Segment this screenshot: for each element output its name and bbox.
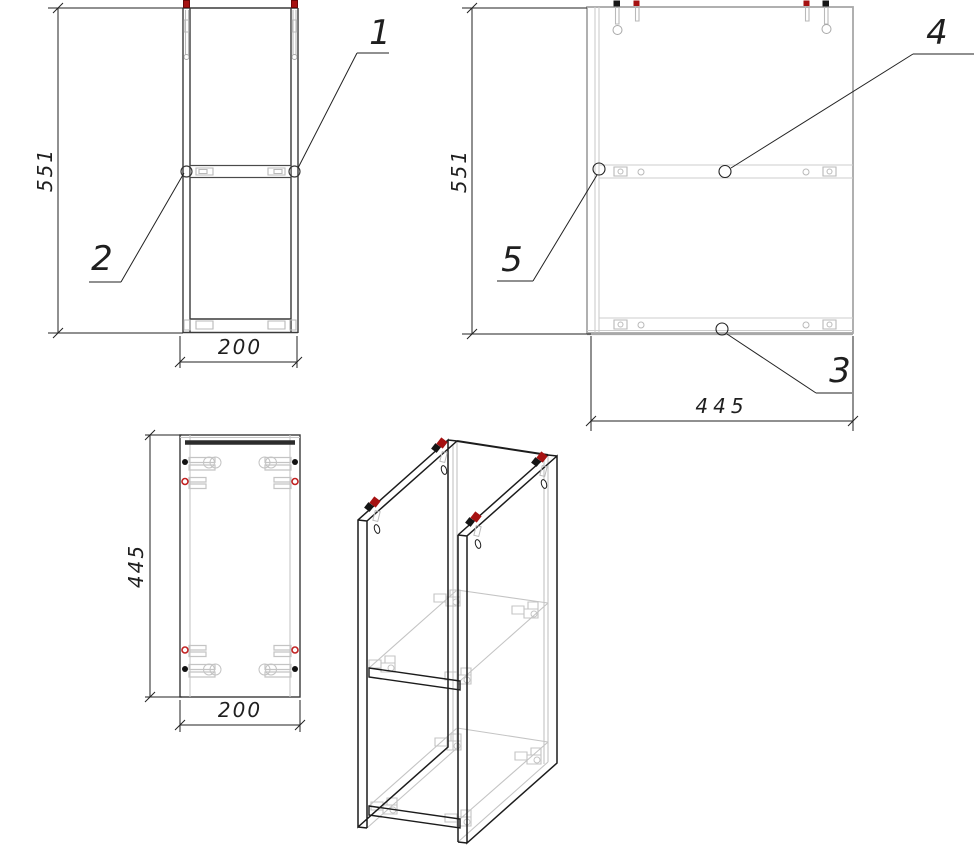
plan-black-marker-4 <box>292 666 298 672</box>
iso-top-fitting-right-back <box>531 451 548 489</box>
hole-icon <box>373 524 381 534</box>
hole-icon <box>440 465 448 475</box>
hole-icon <box>474 539 482 549</box>
side-black-fitting-icons <box>614 1 830 7</box>
callout-5-label: 5 <box>501 240 523 280</box>
iso-back-rail-edge <box>457 441 548 455</box>
plan-red-marker-1 <box>182 479 188 485</box>
plan-black-marker-1 <box>182 459 188 465</box>
hole-icon <box>540 479 548 489</box>
plan-depth-dimension-label: 445 <box>124 543 148 589</box>
plan-outline <box>180 435 300 697</box>
plan-red-marker-4 <box>292 647 298 653</box>
side-red-fitting-icons <box>634 1 810 7</box>
front-middle-shelf <box>190 166 291 178</box>
plan-width-dimension-label: 200 <box>217 698 263 722</box>
callout-3-label: 3 <box>829 351 851 391</box>
callout-2-label: 2 <box>91 239 113 279</box>
front-height-dimension-label: 551 <box>33 147 57 193</box>
isometric-view <box>358 437 557 843</box>
plan-red-marker-2 <box>292 479 298 485</box>
callout-4-label: 4 <box>926 13 948 53</box>
front-view <box>33 1 391 369</box>
side-view <box>447 1 974 432</box>
plan-red-marker-3 <box>182 647 188 653</box>
front-red-fitting-icons <box>184 1 298 8</box>
front-width-dimension-label: 200 <box>217 335 263 359</box>
iso-fit-c1 <box>388 665 394 671</box>
side-depth-dimension-label: 445 <box>695 394 749 418</box>
iso-fit-c7 <box>534 757 540 763</box>
side-height-dimension-label: 551 <box>447 148 471 194</box>
plan-black-marker-2 <box>292 459 298 465</box>
callout-1-label: 1 <box>369 13 391 53</box>
plan-view <box>124 430 305 732</box>
plan-black-marker-3 <box>182 666 188 672</box>
